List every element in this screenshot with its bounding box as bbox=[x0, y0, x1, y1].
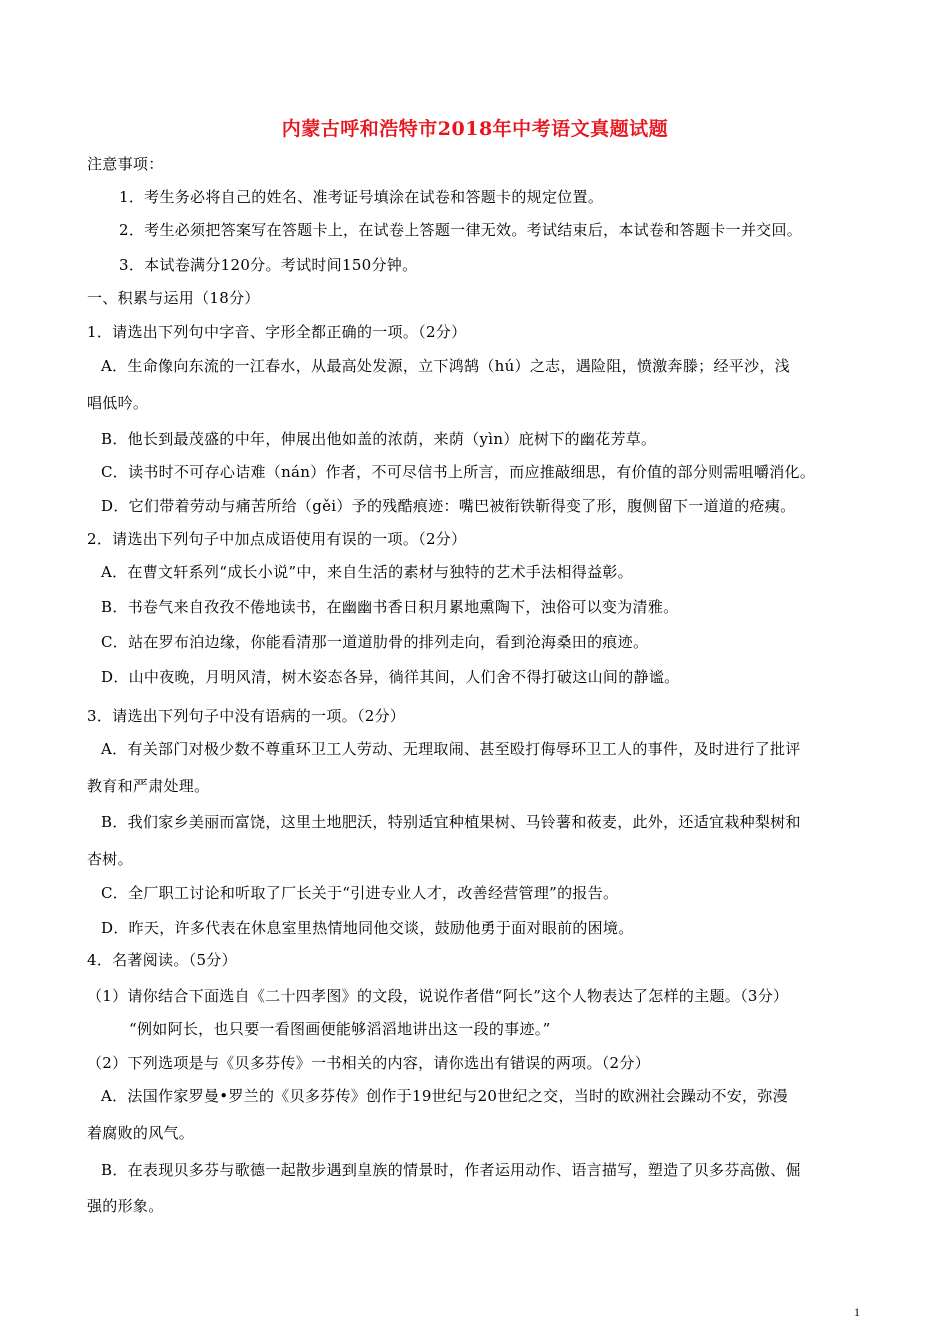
q2-option-a: A．在曹文轩系列“成长小说”中，来自生活的素材与独特的艺术手法相得益彰。 bbox=[101, 563, 633, 581]
q4-part1: （1）请你结合下面选自《二十四孝图》的文段，说说作者借“阿长”这个人物表达了怎样的主题。（3分） bbox=[87, 987, 789, 1005]
notice-item-2: 2．考生必须把答案写在答题卡上，在试卷上答题一律无效。考试结束后，本试卷和答题卡一并交回。 bbox=[119, 221, 803, 239]
q3-option-b: B．我们家乡美丽而富饶，这里土地肥沃，特别适宜种植果树、马铃薯和莜麦，此外，还适宜栽种梨树和 bbox=[101, 813, 801, 831]
notice-item-1: 1．考生务必将自己的姓名、准考证号填涂在试卷和答题卡的规定位置。 bbox=[119, 188, 604, 206]
q1-option-b: B．他长到最茂盛的中年，伸展出他如盖的浓荫，来荫（yìn）庇树下的幽花芳草。 bbox=[101, 430, 657, 448]
notice-heading: 注意事项： bbox=[87, 155, 164, 173]
q2-option-b: B．书卷气来自孜孜不倦地读书，在幽幽书香日积月累地熏陶下，浊俗可以变为清雅。 bbox=[101, 598, 679, 616]
q2-option-d: D．山中夜晚，月明风清，树木姿态各异，徜徉其间，人们舍不得打破这山间的静谧。 bbox=[101, 668, 680, 686]
q4-option-b: B．在表现贝多芬与歌德一起散步遇到皇族的情景时，作者运用动作、语言描写，塑造了贝多芬高傲、倔 bbox=[101, 1161, 801, 1179]
page-number: 1 bbox=[854, 1305, 860, 1319]
notice-item-3: 3．本试卷满分120分。考试时间150分钟。 bbox=[119, 256, 418, 274]
q4-quote: “例如阿长，也只要一看图画便能够滔滔地讲出这一段的事迹。” bbox=[129, 1020, 551, 1038]
q1-option-d: D．它们带着劳动与痛苦所给（gěi）予的残酷痕迹：嘴巴被衔铁靳得变了形，腹侧留下一道道的疮痍。 bbox=[101, 497, 796, 515]
q1-option-a-cont: 唱低吟。 bbox=[87, 394, 149, 412]
section1-heading: 一、积累与运用（18分） bbox=[87, 289, 260, 307]
q3-option-d: D．昨天，许多代表在休息室里热情地同他交谈，鼓励他勇于面对眼前的困境。 bbox=[101, 919, 634, 937]
q3-option-a: A．有关部门对极少数不尊重环卫工人劳动、无理取闹、甚至殴打侮辱环卫工人的事件，及时进行了批评 bbox=[101, 740, 801, 758]
q2-option-c: C．站在罗布泊边缘，你能看清那一道道肋骨的排列走向，看到沧海桑田的痕迹。 bbox=[101, 633, 649, 651]
q1-option-c: C．读书时不可存心诘难（nán）作者，不可尽信书上所言，而应推敲细思，有价值的部分则需咀嚼消化。 bbox=[101, 463, 816, 481]
q3-option-c: C．全厂职工讨论和听取了厂长关于“引进专业人才，改善经营管理”的报告。 bbox=[101, 884, 619, 902]
q2-stem: 2．请选出下列句子中加点成语使用有误的一项。（2分） bbox=[87, 530, 467, 548]
q4-option-b-cont: 强的形象。 bbox=[87, 1197, 164, 1215]
q1-option-a: A．生命像向东流的一江春水，从最高处发源，立下鸿鹄（hú）之志，遇险阻，愤激奔滕；经平沙，浅 bbox=[101, 357, 790, 375]
q4-option-a: A．法国作家罗曼•罗兰的《贝多芬传》创作于19世纪与20世纪之交，当时的欧洲社会躁动不安，弥漫 bbox=[101, 1087, 788, 1105]
q4-stem: 4．名著阅读。（5分） bbox=[87, 951, 237, 969]
q1-stem: 1．请选出下列句中字音、字形全都正确的一项。（2分） bbox=[87, 323, 467, 341]
q4-option-a-cont: 着腐败的风气。 bbox=[87, 1124, 195, 1142]
q3-stem: 3．请选出下列句子中没有语病的一项。（2分） bbox=[87, 707, 406, 725]
q3-option-a-cont: 教育和严肃处理。 bbox=[87, 777, 210, 795]
page-title: 内蒙古呼和浩特市2018年中考语文真题试题 bbox=[281, 118, 669, 140]
q4-part2: （2）下列选项是与《贝多芬传》一书相关的内容，请你选出有错误的两项。（2分） bbox=[87, 1054, 650, 1072]
q3-option-b-cont: 杏树。 bbox=[87, 850, 133, 868]
